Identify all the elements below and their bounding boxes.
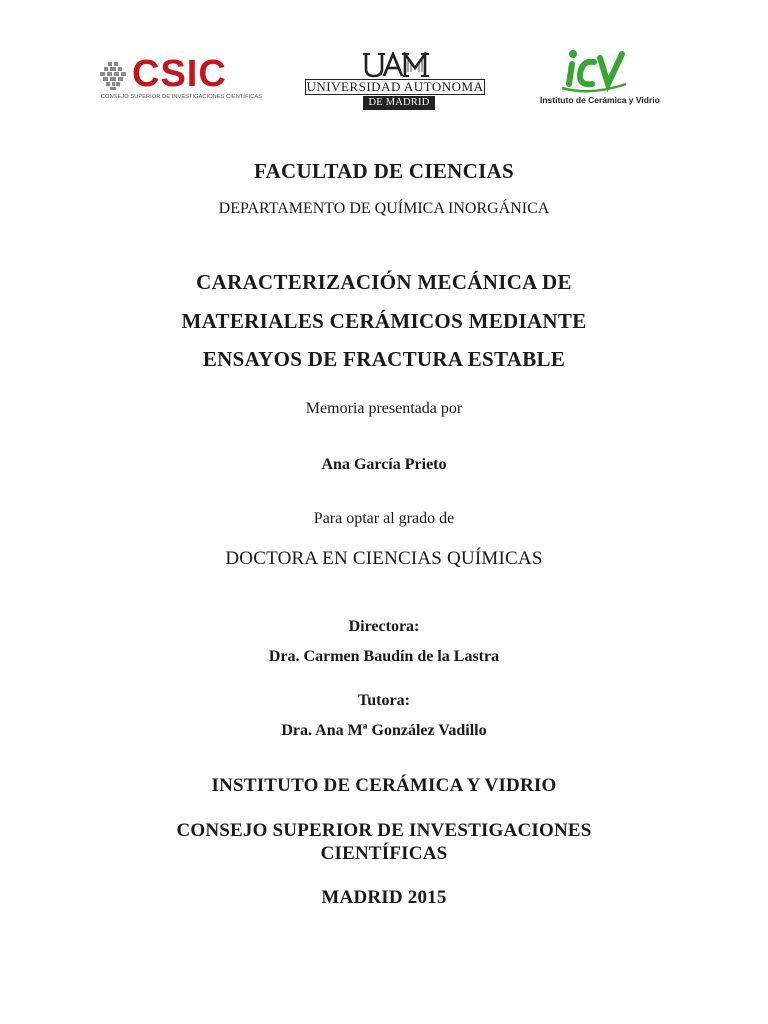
tutor-label: Tutora: <box>358 692 410 709</box>
council-name-line: CIENTÍFICAS <box>320 843 448 864</box>
council-name-line: CONSEJO SUPERIOR DE INVESTIGACIONES <box>176 820 592 841</box>
place-and-year: MADRID 2015 <box>321 887 447 908</box>
institute-name: INSTITUTO DE CERÁMICA Y VIDRIO <box>211 775 557 796</box>
presented-by-label: Memoria presentada por <box>305 400 463 417</box>
degree-intro: Para optar al grado de <box>313 510 455 527</box>
tutor-name: Dra. Ana Mª González Vadillo <box>281 722 487 739</box>
csic-subtitle: CONSEJO SUPERIOR DE INVESTIGACIONES CIENTÍFICAS <box>101 94 263 100</box>
thesis-title-line: MATERIALES CERÁMICOS MEDIANTE <box>181 309 587 333</box>
uam-name-box: UNIVERSIDAD AUTONOMA <box>306 79 484 94</box>
director-name: Dra. Carmen Baudín de la Lastra <box>268 648 500 665</box>
icv-caption: Instituto de Cerámica y Vidrio <box>540 95 660 105</box>
uam-city-box: DE MADRID <box>363 96 435 110</box>
author-name: Ana García Prieto <box>321 456 447 473</box>
director-label: Directora: <box>348 618 420 635</box>
csic-wordmark: CSIC <box>132 53 227 95</box>
department-heading: DEPARTAMENTO DE QUÍMICA INORGÁNICA <box>218 200 550 217</box>
degree-name: DOCTORA EN CIENCIAS QUÍMICAS <box>225 548 543 569</box>
thesis-title-line: ENSAYOS DE FRACTURA ESTABLE <box>202 347 566 371</box>
faculty-heading: FACULTAD DE CIENCIAS <box>254 159 514 183</box>
thesis-title-line: CARACTERIZACIÓN MECÁNICA DE <box>196 270 572 294</box>
